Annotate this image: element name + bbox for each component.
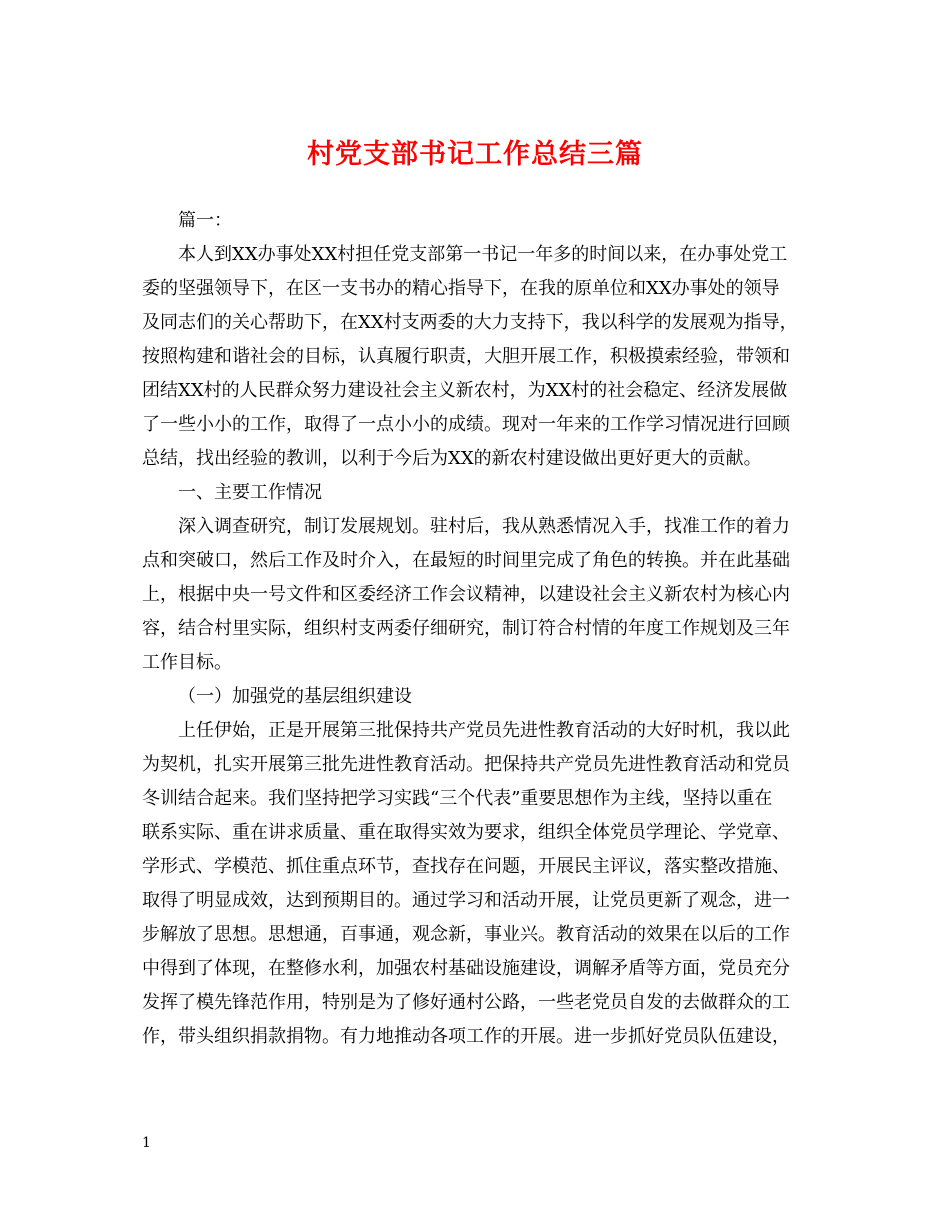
paragraph-line: 作，带头组织捐款捐物。有力地推动各项工作的开展。进一步抓好党员队伍建设， bbox=[142, 1026, 790, 1047]
paragraph-line: 按照构建和谐社会的目标，认真履行职责，大胆开展工作，积极摸索经验，带领和 bbox=[142, 346, 790, 367]
section-heading: 篇一： bbox=[178, 210, 232, 231]
paragraph-line: 委的坚强领导下，在区一支书办的精心指导下，在我的原单位和XX办事处的领导 bbox=[142, 278, 780, 299]
paragraph-line: 联系实际、重在讲求质量、重在取得实效为要求，组织全体党员学理论、学党章、 bbox=[142, 822, 790, 843]
paragraph-line: 步解放了思想。思想通，百事通，观念新，事业兴。教育活动的效果在以后的工作 bbox=[142, 924, 790, 945]
paragraph-line: 取得了明显成效，达到预期目的。通过学习和活动开展，让党员更新了观念，进一 bbox=[142, 890, 790, 911]
paragraph-line: 学形式、学模范、抓住重点环节，查找存在问题，开展民主评议，落实整改措施、 bbox=[142, 856, 790, 877]
paragraph-line: 及同志们的关心帮助下，在XX村支两委的大力支持下，我以科学的发展观为指导， bbox=[142, 312, 798, 333]
paragraph-line: 本人到XX办事处XX村担任党支部第一书记一年多的时间以来，在办事处党工 bbox=[178, 244, 788, 265]
paragraph-line: 为契机，扎实开展第三批先进性教育活动。把保持共产党员先进性教育活动和党员 bbox=[142, 754, 790, 775]
paragraph-line: 上，根据中央一号文件和区委经济工作会议精神，以建设社会主义新农村为核心内 bbox=[142, 584, 790, 605]
document-title: 村党支部书记工作总结三篇 bbox=[307, 139, 643, 170]
paragraph-line: 中得到了体现，在整修水利，加强农村基础设施建设，调解矛盾等方面，党员充分 bbox=[142, 958, 790, 979]
section-heading: 一、主要工作情况 bbox=[178, 482, 322, 503]
page-number: 1 bbox=[142, 1135, 151, 1151]
paragraph-line: 发挥了模先锋范作用，特别是为了修好通村公路，一些老党员自发的去做群众的工 bbox=[142, 992, 790, 1013]
document-body bbox=[142, 204, 814, 1054]
paragraph-line: 深入调查研究，制订发展规划。驻村后，我从熟悉情况入手，找准工作的着力 bbox=[178, 516, 790, 537]
paragraph-line: 冬训结合起来。我们坚持把学习实践“三个代表”重要思想作为主线，坚持以重在 bbox=[142, 788, 773, 809]
paragraph-line: 容，结合村里实际，组织村支两委仔细研究，制订符合村情的年度工作规划及三年 bbox=[142, 618, 790, 639]
paragraph-line: 上任伊始，正是开展第三批保持共产党员先进性教育活动的大好时机，我以此 bbox=[178, 720, 790, 741]
paragraph-line: 了一些小小的工作，取得了一点小小的成绩。现对一年来的工作学习情况进行回顾 bbox=[142, 414, 790, 435]
paragraph-line: 点和突破口，然后工作及时介入，在最短的时间里完成了角色的转换。并在此基础 bbox=[142, 550, 790, 571]
subsection-heading: （一）加强党的基层组织建设 bbox=[178, 686, 412, 707]
paragraph-line: 总结，找出经验的教训，以利于今后为XX的新农村建设做出更好更大的贡献。 bbox=[142, 448, 762, 469]
paragraph-line: 团结XX村的人民群众努力建设社会主义新农村，为XX村的社会稳定、经济发展做 bbox=[142, 380, 788, 401]
paragraph-line: 工作目标。 bbox=[142, 652, 232, 673]
